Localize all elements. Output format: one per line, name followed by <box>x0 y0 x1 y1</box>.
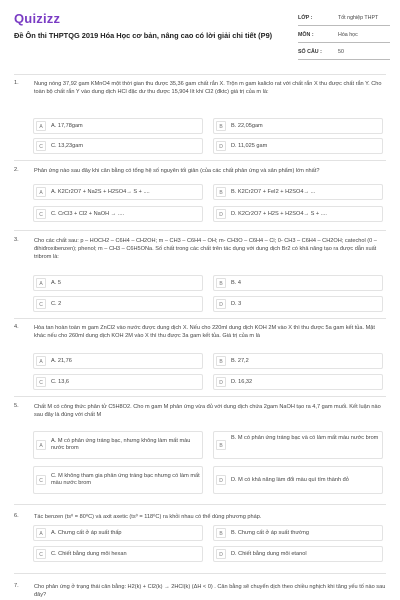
question-text: Nung nóng 37,92 gam KMnO4 một thời gian thu được 35,36 gam chất rắn X. Trộn m gam kaliclo rat với chất rắn X thu được chất rắn Y. Cho toàn bộ chất rắn Y vào dung dịch HCl đặc dư thu được 15,904 lít khí Cl2 (đktc) giá trị của m là: <box>34 81 382 95</box>
option-text: D. 11,025 gam <box>231 143 268 149</box>
info-row-question-count <box>298 46 390 60</box>
question-divider <box>14 230 386 231</box>
option-c[interactable] <box>33 466 203 494</box>
question-number: 3. <box>14 237 19 243</box>
option-text: A. Chưng cất ở áp suất thấp <box>51 530 122 536</box>
question-divider <box>14 573 386 574</box>
option-text: B. 27,2 <box>231 358 249 364</box>
question-text: Phản ứng nào sau đây khi cân bằng có tổng hệ số nguyên tối giản (của các chất phản ứng và sản phẩm) lớn nhất? <box>34 168 320 174</box>
option-letter: A <box>36 440 46 450</box>
option-text: A. M có phản ứng tráng bạc, nhưng không làm mất màu nước brom <box>51 438 191 452</box>
worksheet-header <box>0 0 400 70</box>
option-letter: A <box>36 278 46 288</box>
option-letter: D <box>216 209 226 219</box>
option-letter: C <box>36 475 46 485</box>
header-divider <box>14 74 386 75</box>
option-letter: C <box>36 377 46 387</box>
option-c[interactable] <box>33 546 203 562</box>
option-d[interactable] <box>213 296 383 312</box>
question-number: 5. <box>14 403 19 409</box>
info-value: Tốt nghiệp THPT <box>338 15 379 21</box>
option-letter: C <box>36 141 46 151</box>
info-label: SỐ CÂU : <box>298 49 322 55</box>
option-text: A. 17,78gam <box>51 123 83 129</box>
option-b[interactable] <box>213 353 383 369</box>
option-text: C. M không tham gia phản ứng tráng bạc nhưng có làm mất màu nước brom <box>51 473 200 487</box>
option-d[interactable] <box>213 546 383 562</box>
option-a[interactable] <box>33 184 203 200</box>
question-number: 7. <box>14 583 19 589</box>
option-d[interactable] <box>213 466 383 494</box>
question-divider <box>14 504 386 505</box>
option-c[interactable] <box>33 206 203 222</box>
option-c[interactable] <box>33 296 203 312</box>
option-letter: A <box>36 528 46 538</box>
option-letter: A <box>36 121 46 131</box>
info-value: 50 <box>338 49 344 55</box>
quizizz-logo: Quizizz <box>14 11 61 26</box>
option-letter: D <box>216 377 226 387</box>
question-text: Cho các chất sau: p – HOCH2 – C6H4 – CH2OH; m – CH3 – C6H4 – OH; m- CH3O – C6H4 – Cl; 0- CH3 – C6H4 – CH2OH; catechol (0 – đihiđroxibenzen); phenol; m – CH3 – C6H5ONa. Số chất trong các chất trên tác dụng với dung dịch Br2 có khả năng tạo ra được dẫn xuất tribrom là: <box>34 238 377 260</box>
option-letter: D <box>216 299 226 309</box>
question-text: Cho phản ứng ở trạng thái cân bằng: H2(k) + Cl2(k) → 2HCl(k) (ΔH < 0) . Cân bằng sẽ chuyển dịch theo chiều nghịch khi tăng yếu tố nào sau đây? <box>34 584 386 598</box>
info-label: LỚP : <box>298 15 313 21</box>
info-row-subject <box>298 29 390 43</box>
option-letter: B <box>216 278 226 288</box>
option-letter: C <box>36 209 46 219</box>
option-text: D. K2Cr2O7 + H2S + H2SO4→ S + .... <box>231 211 327 217</box>
worksheet-title: Đề Ôn thi THPTQG 2019 Hóa Học cơ bản, nâng cao có lời giải chi tiết (P9) <box>14 31 273 40</box>
option-text: B. M có phản ứng tráng bạc và có làm mất màu nước brom <box>231 435 379 441</box>
info-value: Hóa học <box>338 32 358 38</box>
option-text: A. K2Cr2O7 + Na2S + H2SO4→ S + .... <box>51 189 150 195</box>
option-text: B. 4 <box>231 280 241 286</box>
option-letter: B <box>216 356 226 366</box>
option-text: C. 13,23gam <box>51 143 84 149</box>
option-c[interactable] <box>33 374 203 390</box>
question-number: 2. <box>14 167 19 173</box>
option-text: C. 13,6 <box>51 379 70 385</box>
worksheet-info <box>298 12 390 63</box>
question-number: 1. <box>14 80 19 86</box>
option-letter: B <box>216 440 226 450</box>
option-d[interactable] <box>213 206 383 222</box>
option-letter: B <box>216 121 226 131</box>
option-d[interactable] <box>213 138 383 154</box>
option-a[interactable] <box>33 525 203 541</box>
option-a[interactable] <box>33 353 203 369</box>
option-b[interactable] <box>213 275 383 291</box>
option-letter: A <box>36 356 46 366</box>
option-b[interactable] <box>213 525 383 541</box>
question-number: 4. <box>14 324 19 330</box>
option-a[interactable] <box>33 275 203 291</box>
option-letter: B <box>216 187 226 197</box>
option-letter: D <box>216 549 226 559</box>
option-text: D. 16,32 <box>231 379 253 385</box>
option-letter: C <box>36 549 46 559</box>
option-letter: C <box>36 299 46 309</box>
option-a[interactable] <box>33 431 203 459</box>
option-b[interactable] <box>213 118 383 134</box>
option-text: D. 3 <box>231 301 242 307</box>
option-c[interactable] <box>33 138 203 154</box>
question-divider <box>14 318 386 319</box>
option-letter: A <box>36 187 46 197</box>
option-text: D. Chiết bằng dung môi etanol <box>231 551 307 557</box>
question-text: Tác benzen (ts⁰ = 80⁰C) và axit axetic (ts⁰ = 118⁰C) ra khỏi nhau có thể dùng phương pháp. <box>34 514 262 520</box>
question-divider <box>14 396 386 397</box>
option-letter: D <box>216 141 226 151</box>
option-text: C. 2 <box>51 301 62 307</box>
option-text: B. Chưng cất ở áp suất thường <box>231 530 309 536</box>
question-number: 6. <box>14 513 19 519</box>
option-letter: D <box>216 475 226 485</box>
info-label: MÔN : <box>298 32 314 38</box>
option-text: A. 5 <box>51 280 61 286</box>
option-d[interactable] <box>213 374 383 390</box>
question-text: Hòa tan hoàn toàn m gam ZnCl2 vào nước được dung dịch X. Nếu cho 220ml dung dịch KOH 2M vào X thì thu được 5a gam kết tủa. Mặt khác nếu cho 260ml dung dịch KOH 2M vào X thì thu được 3a gam kết tủa. Giá trị của m là <box>34 325 375 339</box>
question-divider <box>14 160 386 161</box>
option-text: D. M có khả năng làm đổi màu quì tím thành đỏ <box>231 477 349 483</box>
option-text: B. K2Cr2O7 + FeI2 + H2SO4→ ... <box>231 189 316 195</box>
option-letter: B <box>216 528 226 538</box>
question-text: Chất M có công thức phân tử C5H8O2. Cho m gam M phản ứng vừa đủ với dung dịch chứa 2gam NaOH tạo ra 4,7 gam muối. Kết luận nào sau đây là đúng với chất M <box>34 404 381 418</box>
option-b[interactable] <box>213 431 383 459</box>
option-text: B. 22,05gam <box>231 123 263 129</box>
option-b[interactable] <box>213 184 383 200</box>
option-text: C. CrCl3 + Cl2 + NaOH → .... <box>51 211 125 217</box>
info-row-class <box>298 12 390 26</box>
option-text: C. Chiết bằng dung môi hexan <box>51 551 127 557</box>
option-a[interactable] <box>33 118 203 134</box>
option-text: A. 21,76 <box>51 358 72 364</box>
